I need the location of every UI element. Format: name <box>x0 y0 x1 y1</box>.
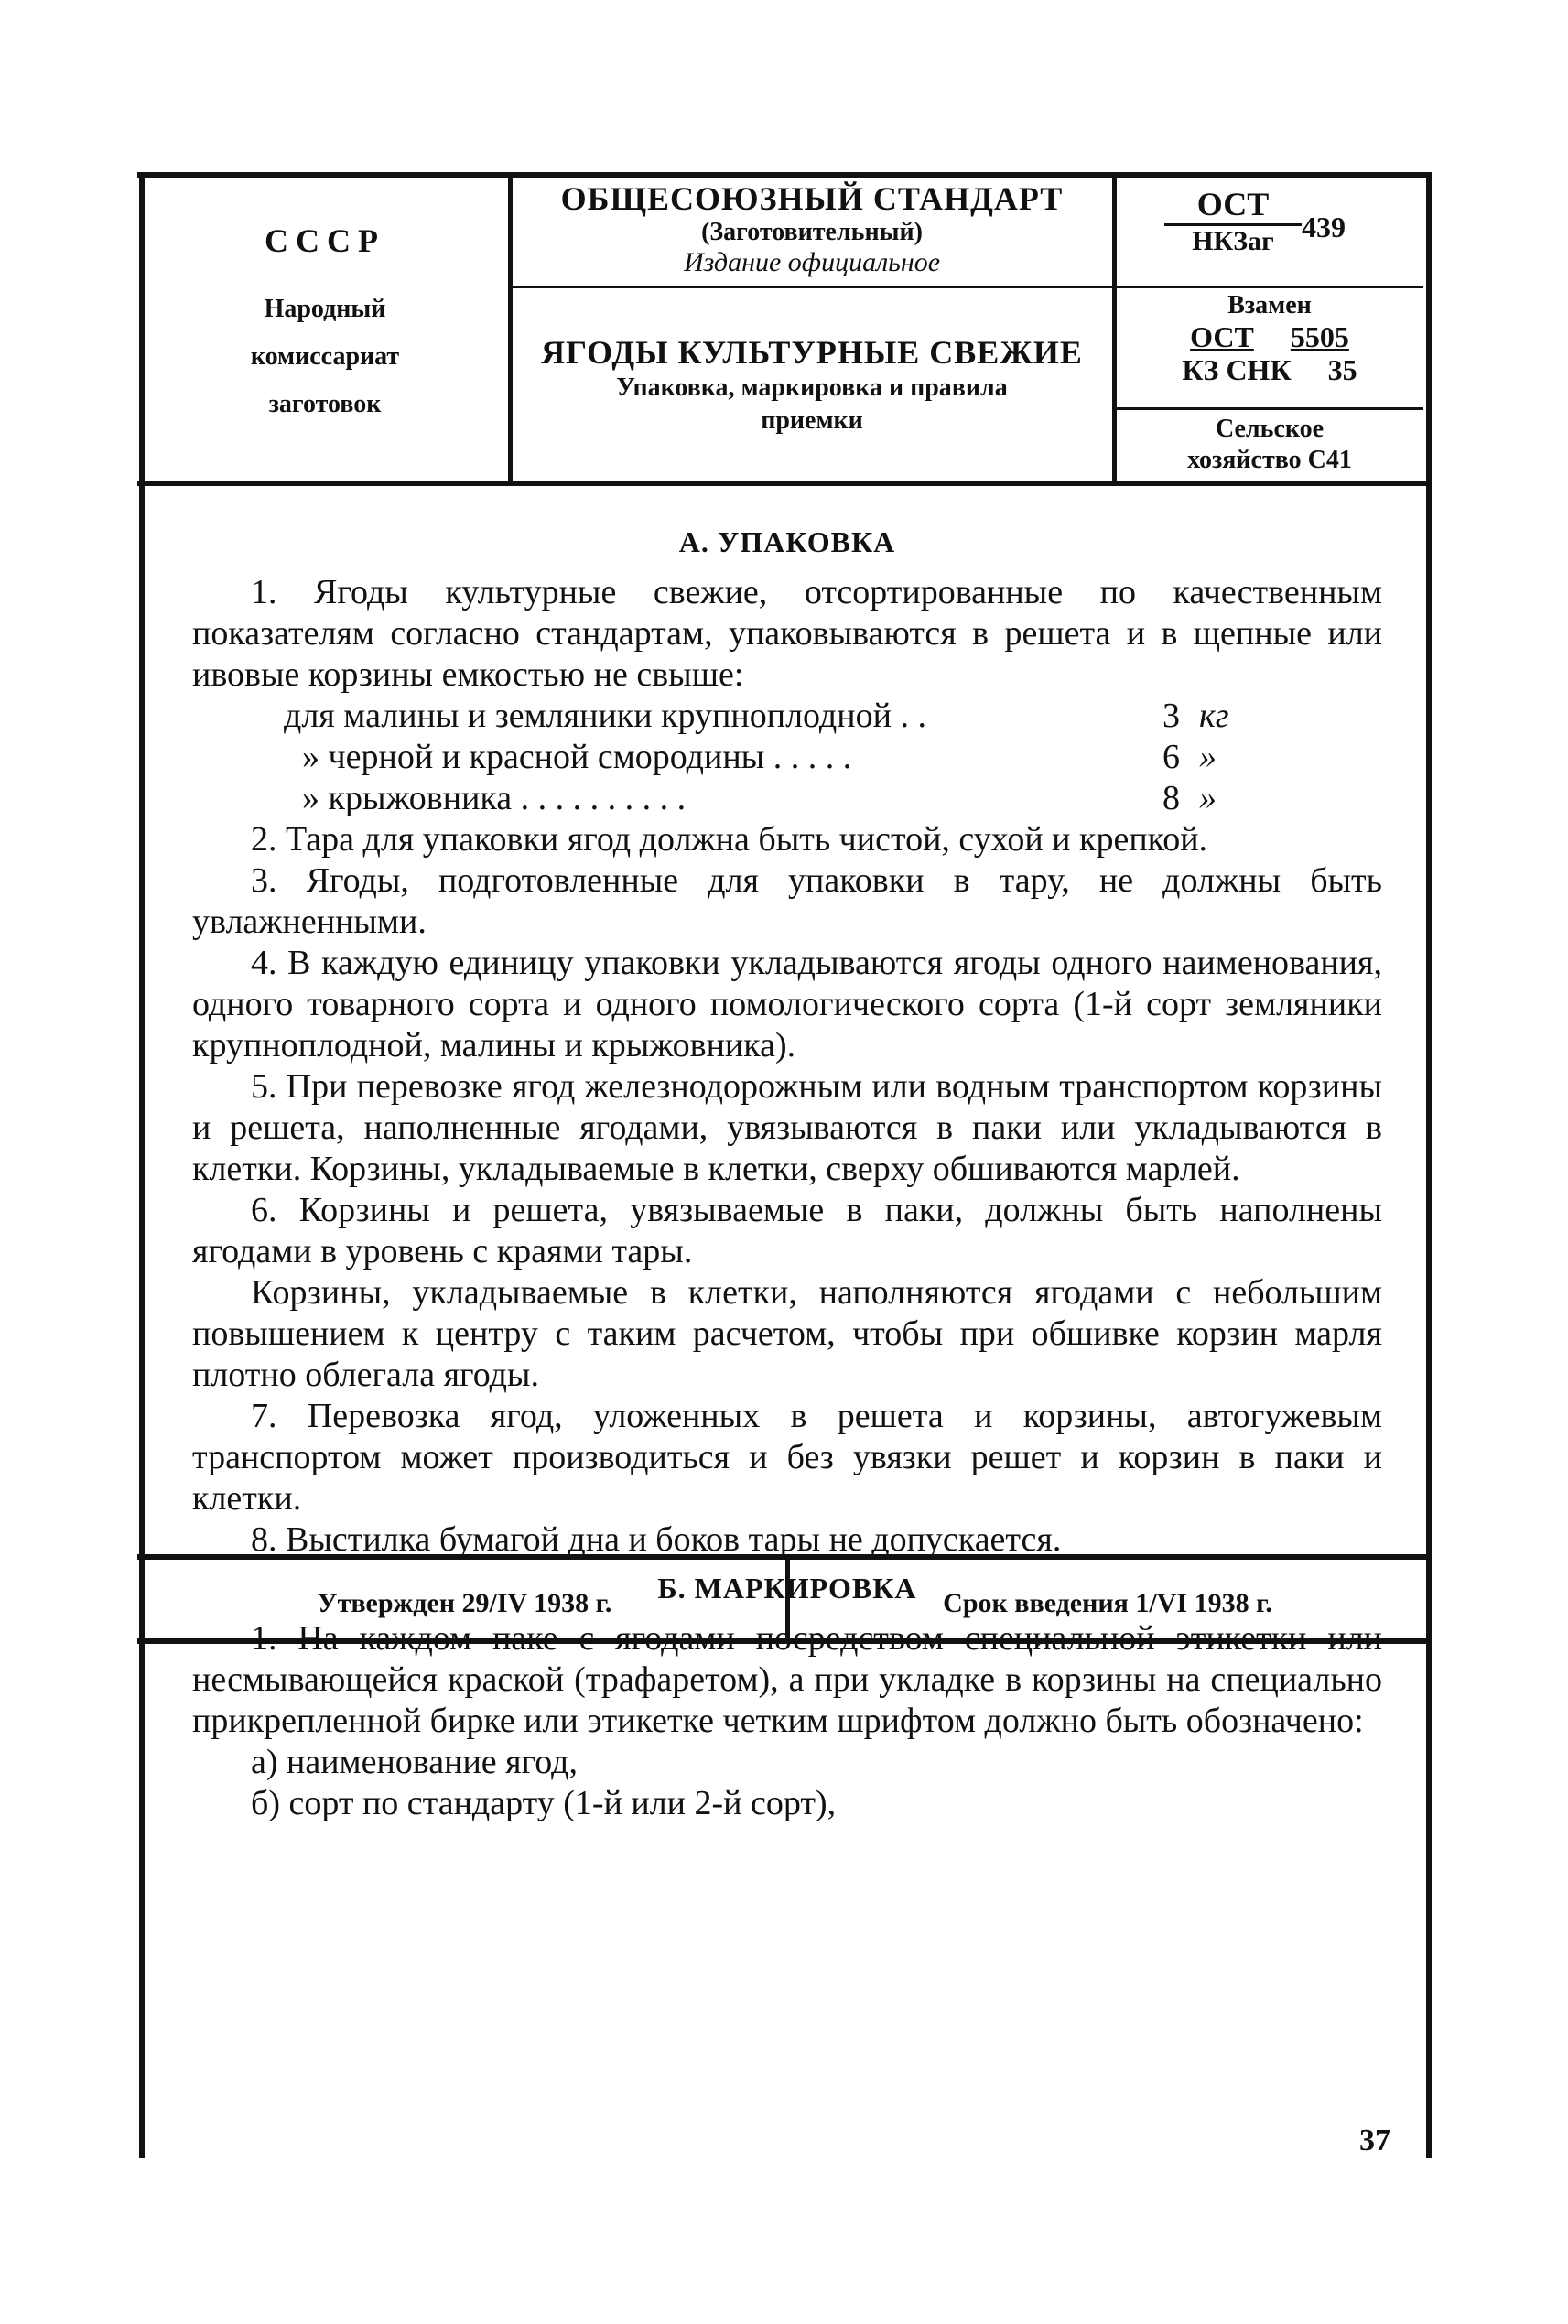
ost-number: 439 <box>1302 211 1346 243</box>
paragraph: 1. На каждом паке с ягодами посредством специальной этикетки или несмывающейся краской (трафаретом), а при укладке в корзины на специально прикрепленной бирке или этикетке четким шрифтом должно быть обозначено: <box>192 1619 1382 1740</box>
standard-subtitle: Упаковка, маркировка и правила приемки <box>616 373 1008 435</box>
ost-number-block <box>1119 183 1421 284</box>
list-item: а) наименование ягод, <box>251 1743 579 1781</box>
header-mid-rule <box>513 286 1112 288</box>
approval-date: Утвержден 29/IV 1938 г. <box>317 1588 612 1618</box>
section-b-heading: Б. МАРКИРОВКА <box>657 1572 917 1605</box>
replaces-num2: 35 <box>1327 353 1357 386</box>
list-item: » крыжовника . . . . . . . . . . 8 » <box>302 779 1217 817</box>
header-divider-right <box>1112 178 1117 481</box>
replaces-block <box>1119 291 1421 386</box>
capacity-list <box>192 696 1382 819</box>
header-bottom-rule <box>137 481 1428 486</box>
paragraph: 6. Корзины и решета, увязываемые в паки, должны быть наполнены ягодами в уровень с краями тары. <box>192 1191 1382 1270</box>
replaces-org: КЗ СНК <box>1182 353 1292 386</box>
list-item: » черной и красной смородины . . . . . 6 » <box>302 738 1217 776</box>
paragraph: 2. Тара для упаковки ягод должна быть чистой, сухой и крепкой. <box>251 820 1208 859</box>
standard-type-block <box>514 179 1109 280</box>
header-divider-left <box>508 178 513 481</box>
paragraph: 5. При перевозке ягод железнодорожным или водным транспортом корзины и решета, наполненные ягодами, увязываются в паки или укладываются в клетки. Корзины, укладываемые в клетки, сверху обшиваются марлей. <box>192 1067 1382 1188</box>
standard-subtype: (Заготовительный) <box>701 218 923 246</box>
issuer-name: Народный комиссариат заготовок <box>250 295 400 418</box>
paragraph: 7. Перевозка ягод, уложенных в решета и корзины, автогужевым транспортом может производиться и без увязки решет и корзин в паки и клетки. <box>192 1397 1382 1518</box>
paragraph: 1. Ягоды культурные свежие, отсортированные по качественным показателям согласно стандартам, упаковываются в решета и в щепные или ивовые корзины емкостью не свыше: <box>192 573 1382 694</box>
classification-block: Сельское хозяйство С41 <box>1187 415 1352 474</box>
list-item: б) сорт по стандарту (1-й или 2-й сорт), <box>251 1784 837 1822</box>
header-top-rule <box>137 172 1428 178</box>
document-body <box>192 522 1382 1824</box>
replaces-ost: ОСТ <box>1190 320 1254 353</box>
effective-date: Срок введения 1/VI 1938 г. <box>943 1588 1272 1618</box>
country-label: СССР <box>265 222 385 259</box>
replaces-label: Взамен <box>1227 291 1312 319</box>
standard-type: ОБЩЕСОЮЗНЫЙ СТАНДАРТ <box>560 180 1064 217</box>
standard-title-block <box>514 322 1109 473</box>
section-a-heading: А. УПАКОВКА <box>678 525 896 558</box>
paragraph: 4. В каждую единицу упаковки укладываются ягоды одного наименования, одного товарного сорта и одного помологического сорта (1-й сорт земляники крупноплодной, малины и крыжовника). <box>192 944 1382 1065</box>
paragraph: Корзины, укладываемые в клетки, наполняются ягодами с небольшим повышением к центру с таким расчетом, чтобы при обшивке корзин марля плотно облегала ягоды. <box>192 1273 1382 1394</box>
header-right-rule-2 <box>1117 407 1423 410</box>
replaces-num1: 5505 <box>1290 320 1349 353</box>
paragraph: 3. Ягоды, подготовленные для упаковки в тару, не должны быть увлажненными. <box>192 861 1382 941</box>
list-item: для малины и земляники крупноплодной . . 3 кг <box>284 697 1229 735</box>
edition-note: Издание официальное <box>683 247 941 277</box>
standard-title: ЯГОДЫ КУЛЬТУРНЫЕ СВЕЖИЕ <box>541 334 1083 371</box>
ost-fraction: ОСТ НКЗаг <box>1164 185 1302 257</box>
header-issuer <box>146 183 503 476</box>
header-right-rule-1 <box>1117 286 1423 288</box>
paragraph: 8. Выстилка бумагой дна и боков тары не допускается. <box>251 1520 1062 1559</box>
page-number: 37 <box>1359 2124 1390 2157</box>
